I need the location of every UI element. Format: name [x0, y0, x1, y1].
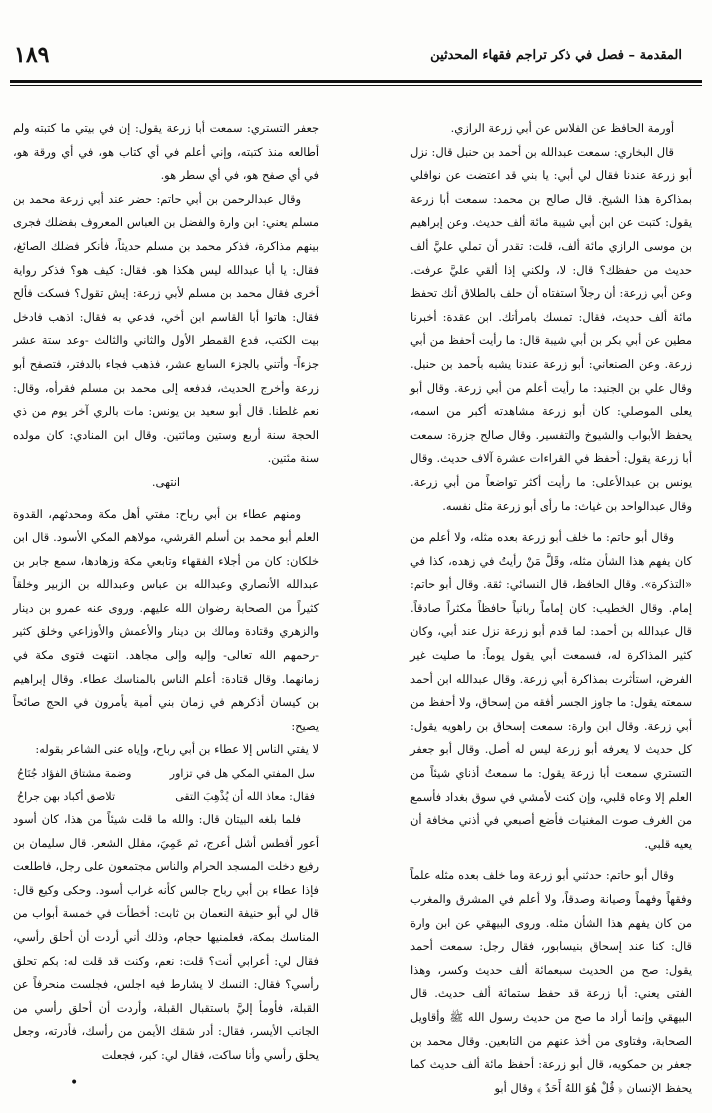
right-column [410, 117, 692, 1095]
page-header [10, 42, 702, 82]
paragraph: فلما بلغه البيتان قال: والله ما قلت شيئاً من هذا، كان أسود أعور أفطس أشل أعرج، ثم عَمِيَ، مفلل الشعر. قال سليمان بن رفيع دخلت المسجد الحرام والناس مجتمعون على رجل، فاطلعت فإذا عطاء بن أبي رباح جالس كأنه غراب أسود. وحكى وكيع قال: قال لي أبو حنيفة النعمان بن ثابت: أخطأت في خمسة أبواب من المناسك بمكة، فعلمنيها حجام، وذلك أني أردت أن أحلق رأسي، فقال لي: أعرابي أنت؟ قلت: نعم، وكنت قد قلت له: بكم تحلق رأسي؟ فقال: النسك لا يشارط فيه اجلس، فجلست منحرفاً عن القبلة، فأومأ إليَّ باستقبال القبلة، وأردت أن أحلق رأسي من الجانب الأيسر، فقال: أدر شقك الأيمن من رأسك، فأدرته، وجعل يحلق رأسي وأنا ساكت، فقال لي: كبر، فجعلت [13, 812, 319, 1062]
footnote-marker: • [70, 1075, 79, 1091]
header-rule-thick [10, 80, 702, 83]
paragraph: قال البخاري: سمعت عبدالله بن أحمد بن حنبل قال: نزل أبو زرعة عندنا فقال لي أبي: يا بني قد اعتضت عن نوافلي بمذاكرة هذا الشيخ. قال صالح بن محمد: سمعت أبا زرعة يقول: كتبت عن ابن أبي شيبة مائة ألف حديث. وعن إبراهيم بن موسى الرازي مائة ألف، قلت: تقدر أن تملي عليَّ ألف حديث من حفظك؟ قال: لا، ولكني إذا ألقي عليَّ عرفت. وعن أبي زرعة: أن رجلاً استفتاه أن حلف بالطلاق أنك تحفظ مائة ألف حديث، فقال: تمسك بامرأتك. ابن عقدة: أخبرنا مطين عن أبي بكر بن أبي شيبة قال: ما رأيت أحفظ من أبي زرعة. وعن الصنعاني: أبو زرعة عندنا يشبه بأحمد بن حنبل. وقال علي بن الجنيد: ما رأيت أعلم من أبي زرعة. وقال أبو يعلى الموصلي: كان أبو زرعة مشاهدته أكبر من اسمه، يحفظ الأبواب والشيوخ والتفسير. وقال صالح جزرة: سمعت أبا زرعة يقول: أحفظ في القراءات عشرة آلاف حديث. وقال يونس بن عبدالأعلى: ما رأيت أكثر تواضعاً من أبي زرعة. وقال عبدالواحد بن غياث: ما رأى أبو زرعة مثل نفسه. [410, 144, 692, 513]
running-title: المقدمة – فصل في ذكر تراجم فقهاء المحدثين [430, 48, 682, 63]
paragraph: جعفر التستري: سمعت أبا زرعة يقول: إن في بيتي ما كتبته ولم أطالعه منذ كتبته، وإني أعلم في أي كتاب هو، في أي ورقة هو، في أي صفح هو، في أي سطر هو. [13, 121, 319, 183]
page-number: ١٨٩ [14, 42, 50, 68]
header-rule-thin [10, 85, 702, 86]
verse-hemistich: سل المفتي المكي هل في تزاور [169, 767, 315, 781]
poem-verse [13, 762, 319, 785]
paragraph: وقال أبو حاتم: ما خلف أبو زرعة بعده مثله، ولا أعلم من كان يفهم هذا الشأن مثله، وقَلَّ مَنْ رأيتُ في زهده، كذا في «التذكرة». وقال الحافظ، قال النسائي: ثقة. وقال أبو حاتم: إمام. وقال الخطيب: كان إماماً ربانياً حافظاً مكثراً صادقاً. قال عبدالله بن أحمد: لما قدم أبو زرعة نزل عند أبي، وكان كثير المذاكرة له، فسمعت أبي يقول يوماً: ما صليت غير الفرض، استأثرت بمذاكرة أبي زرعة. وقال عبدالله ابن أحمد سمعته يقول: ما جاوز الجسر أفقه من إسحاق، ولا أحفظ من أبي زرعة. وقال ابن وارة: سمعت إسحاق بن راهويه يقول: كل حديث لا يعرفه أبو زرعة ليس له أصل. وقال أبو جعفر التستري سمعت أبا زرعة يقول: ما سمعتُ أذناي شيئاً من العلم إلا وعاه قلبي، وإن كنت لأمشي في سوق بغداد فأسمع من الغرف صوت المغنيات فأضع أصبعي في أذني مخافة أن يعيه قلبي. [410, 530, 692, 851]
verse-hemistich: وضمة مشتاق الفؤاد جُنَاحُ [17, 767, 132, 781]
paragraph: وقال أبو حاتم: حدثني أبو زرعة وما خلف بعده مثله علماً وفقهاً وفهماً وصيانة وصدقاً، ولا أعلم في المشرق والمغرب من كان يفهم هذا الشأن مثله. وروى البيهقي عن ابن وارة قال: كنا عند إسحاق بنيسابور، فقال رجل: سمعت أحمد يقول: صح من الحديث سبعمائة ألف حديث وكسر، وهذا الفتى يعني: أبا زرعة قد حفظ ستمائة ألف حديث. قال البيهقي وإنما أراد ما صح من حديث رسول الله ﷺ وأقاويل الصحابة، وفتاوى من أخذ عنهم من التابعين. وقال محمد بن جعفر بن حمكويه، قال أبو زرعة: أحفظ مائة ألف حديث كما يحفظ الإنسان ﴿ قُلْ هُوَ اللهُ أَحَدٌ ﴾ وقال أبو [410, 868, 692, 1095]
verse-hemistich: فقال: معاذ الله أن يُذْهِبَ التقى [175, 790, 315, 804]
paragraph-end: انتهى. [151, 474, 181, 489]
paragraph: أورمة الحافظ عن الفلاس عن أبي زرعة الرازي. [450, 121, 674, 135]
paragraph: لا يفتي الناس إلا عطاء بن أبي رباح، وإياه عنى الشاعر بقوله: [35, 742, 319, 757]
verse-hemistich: تلاصق أكباد بهن جراحُ [17, 790, 116, 804]
left-column [13, 117, 319, 1062]
paragraph: ومنهم عطاء بن أبي رباح: مفتي أهل مكة ومحدثهم، القدوة العلم أبو محمد بن أسلم القرشي، مولاهم المكي الأسود. قال ابن خلكان: كان من أجلاء الفقهاء وتابعي مكة وزهادها، سمع جابر بن عبدالله الأنصاري وعبدالله بن عباس وعبدالله بن الزبير وخلقاً كثيراً من الصحابة رضوان الله عليهم. وروى عنه عمرو بن دينار والزهري وقتادة ومالك بن دينار والأعمش والأوزاعي وخلق كثير -رحمهم الله تعالى- وإليه وإلى مجاهد. انتهت فتوى مكة في زمانهما. وقال قتادة: أعلم الناس بالمناسك عطاء. وقال إبراهيم بن كيسان أذكرهم في زمان بني أمية يأمرون في الحج صائحاً يصيح: [13, 506, 319, 733]
poem-verse [13, 785, 319, 808]
paragraph: وقال عبدالرحمن بن أبي حاتم: حضر عند أبي زرعة محمد بن مسلم يعني: ابن وارة والفضل بن العباس المعروف بفضلك فجرى بينهم مذاكرة، فذكر محمد بن مسلم حديثاً، فأنكر فضلك الصائغ، فقال: يا أبا عبدالله ليس هكذا هو. فقال: كيف هو؟ فذكر رواية أخرى فقال محمد بن مسلم لأبي زرعة: إيش تقول؟ فسكت فألح فقال: هاتوا أبا القاسم ابن أخي، فدعي به فقال: اذهب فادخل بيت الكتب، فدع القمطر الأول والثاني والثالث -وعد ستة عشر جزءاً- وأتني بالجزء السابع عشر، فذهب فجاء بالدفتر، فتصفح أبو زرعة وأخرج الحديث، فدفعه إلى محمد بن مسلم فقرأه، وقال: نعم غلطنا. قال أبو سعيد بن يونس: مات بالري آخر يوم من ذي الحجة سنة أربع وستين ومائتين. وقال ابن المنادي: كان مولده سنة مئتين. [13, 191, 319, 466]
